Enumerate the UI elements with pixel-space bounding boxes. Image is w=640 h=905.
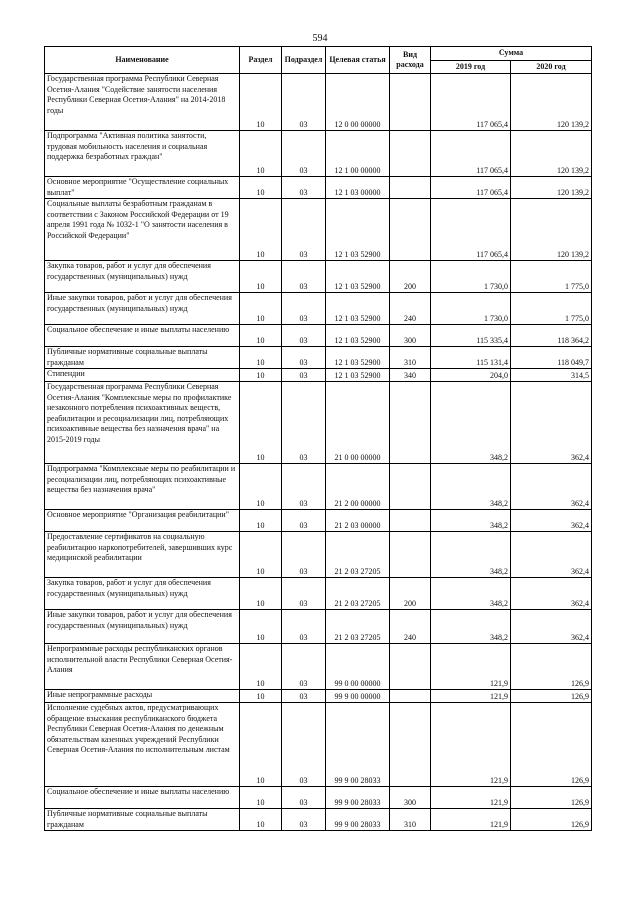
cell-expense-type — [390, 644, 431, 690]
cell-target-article: 12 1 03 52900 — [326, 293, 390, 325]
cell-sum-2019: 348,2 — [431, 464, 511, 510]
cell-section: 10 — [240, 578, 282, 610]
cell-sum-2019: 121,9 — [431, 787, 511, 809]
table-row — [45, 382, 592, 464]
header-sum: Сумма — [431, 47, 592, 61]
cell-section: 10 — [240, 261, 282, 293]
header-target-article: Целевая статья — [326, 47, 390, 74]
cell-section: 10 — [240, 382, 282, 464]
cell-name: Непрограммные расходы республиканских органов исполнительной власти Республики Северная Осетия-Алания — [45, 644, 240, 690]
cell-name: Исполнение судебных актов, предусматривающих обращение взыскания республиканского бюджета Республики Северная Осетия-Алания по денежным обязательствам казенных учреждений Республики Северная Осетия-Алания по исполнительным листам — [45, 703, 240, 787]
cell-expense-type — [390, 199, 431, 261]
cell-subsection: 03 — [282, 293, 326, 325]
table-row — [45, 74, 592, 131]
cell-target-article: 99 0 00 00000 — [326, 644, 390, 690]
cell-sum-2019: 117 065,4 — [431, 199, 511, 261]
cell-sum-2019: 117 065,4 — [431, 177, 511, 199]
cell-target-article: 21 2 03 00000 — [326, 510, 390, 532]
cell-expense-type: 240 — [390, 610, 431, 644]
cell-subsection: 03 — [282, 347, 326, 369]
cell-sum-2019: 348,2 — [431, 382, 511, 464]
header-name: Наименование — [45, 47, 240, 74]
cell-name: Государственная программа Республики Северная Осетия-Алания "Содействие занятости населения Республики Северная Осетия-Алания" на 2014-2018 годы — [45, 74, 240, 131]
header-expense-type: Вид расхода — [390, 47, 431, 74]
cell-subsection: 03 — [282, 325, 326, 347]
cell-section: 10 — [240, 690, 282, 703]
header-year-2020: 2020 год — [511, 60, 592, 74]
budget-table — [44, 46, 592, 831]
cell-expense-type: 240 — [390, 293, 431, 325]
page-number: 594 — [312, 33, 328, 44]
cell-target-article: 21 0 00 00000 — [326, 382, 390, 464]
table-row — [45, 199, 592, 261]
table-row — [45, 347, 592, 369]
cell-sum-2019: 1 730,0 — [431, 261, 511, 293]
table-row — [45, 177, 592, 199]
cell-expense-type — [390, 703, 431, 787]
cell-sum-2019: 348,2 — [431, 510, 511, 532]
cell-expense-type — [390, 177, 431, 199]
cell-section: 10 — [240, 610, 282, 644]
cell-sum-2020: 362,4 — [511, 510, 592, 532]
cell-name: Основное мероприятие "Осуществление социальных выплат" — [45, 177, 240, 199]
cell-target-article: 12 1 03 52900 — [326, 261, 390, 293]
cell-sum-2020: 126,9 — [511, 809, 592, 831]
table-row — [45, 293, 592, 325]
table-row — [45, 532, 592, 578]
cell-name: Публичные нормативные социальные выплаты гражданам — [45, 809, 240, 831]
cell-target-article: 12 1 03 52900 — [326, 369, 390, 382]
cell-section: 10 — [240, 293, 282, 325]
cell-sum-2020: 314,5 — [511, 369, 592, 382]
cell-section: 10 — [240, 510, 282, 532]
cell-subsection: 03 — [282, 644, 326, 690]
cell-section: 10 — [240, 532, 282, 578]
cell-expense-type — [390, 510, 431, 532]
cell-subsection: 03 — [282, 610, 326, 644]
cell-sum-2020: 126,9 — [511, 703, 592, 787]
table-row — [45, 510, 592, 532]
cell-target-article: 21 2 03 27205 — [326, 578, 390, 610]
cell-target-article: 12 1 03 52900 — [326, 199, 390, 261]
cell-expense-type — [390, 690, 431, 703]
cell-name: Стипендии — [45, 369, 240, 382]
cell-sum-2019: 115 335,4 — [431, 325, 511, 347]
cell-subsection: 03 — [282, 532, 326, 578]
cell-name: Государственная программа Республики Северная Осетия-Алания "Комплексные меры по профилактике незаконного потребления психоактивных веществ, реабилитации и ресоциализации лиц, потребляющих психоактивные вещества без назначения врача" на 2015-2019 годы — [45, 382, 240, 464]
cell-sum-2019: 348,2 — [431, 578, 511, 610]
cell-subsection: 03 — [282, 787, 326, 809]
cell-expense-type — [390, 74, 431, 131]
table-row — [45, 131, 592, 177]
cell-sum-2020: 118 364,2 — [511, 325, 592, 347]
cell-section: 10 — [240, 464, 282, 510]
table-row — [45, 703, 592, 787]
header-section: Раздел — [240, 47, 282, 74]
cell-expense-type: 340 — [390, 369, 431, 382]
cell-target-article: 21 2 03 27205 — [326, 532, 390, 578]
table-body — [45, 74, 592, 831]
table-row — [45, 464, 592, 510]
table-row — [45, 787, 592, 809]
cell-sum-2020: 1 775,0 — [511, 293, 592, 325]
cell-sum-2020: 362,4 — [511, 464, 592, 510]
cell-section: 10 — [240, 199, 282, 261]
cell-section: 10 — [240, 177, 282, 199]
table-row — [45, 261, 592, 293]
cell-section: 10 — [240, 644, 282, 690]
cell-name: Социальное обеспечение и иные выплаты населению — [45, 787, 240, 809]
cell-sum-2019: 1 730,0 — [431, 293, 511, 325]
table-row — [45, 578, 592, 610]
cell-sum-2019: 121,9 — [431, 809, 511, 831]
cell-expense-type: 300 — [390, 325, 431, 347]
cell-target-article: 12 1 00 00000 — [326, 131, 390, 177]
cell-section: 10 — [240, 809, 282, 831]
cell-subsection: 03 — [282, 131, 326, 177]
cell-sum-2020: 126,9 — [511, 644, 592, 690]
cell-name: Социальные выплаты безработным гражданам в соответствии с Законом Российской Федерации от 19 апреля 1991 года № 1032-1 "О занятости населения в Российской Федерации" — [45, 199, 240, 261]
cell-sum-2020: 126,9 — [511, 787, 592, 809]
cell-section: 10 — [240, 325, 282, 347]
cell-name: Социальное обеспечение и иные выплаты населению — [45, 325, 240, 347]
cell-expense-type: 310 — [390, 809, 431, 831]
cell-name: Закупка товаров, работ и услуг для обеспечения государственных (муниципальных) нужд — [45, 578, 240, 610]
cell-name: Основное мероприятие "Организация реабилитации" — [45, 510, 240, 532]
cell-section: 10 — [240, 131, 282, 177]
cell-target-article: 99 9 00 28033 — [326, 809, 390, 831]
header-subsection: Подраздел — [282, 47, 326, 74]
cell-section: 10 — [240, 787, 282, 809]
cell-sum-2019: 348,2 — [431, 532, 511, 578]
cell-subsection: 03 — [282, 510, 326, 532]
cell-sum-2020: 120 139,2 — [511, 74, 592, 131]
cell-name: Иные непрограммные расходы — [45, 690, 240, 703]
table-row — [45, 325, 592, 347]
cell-name: Иные закупки товаров, работ и услуг для обеспечения государственных (муниципальных) нужд — [45, 293, 240, 325]
cell-subsection: 03 — [282, 578, 326, 610]
cell-name: Иные закупки товаров, работ и услуг для обеспечения государственных (муниципальных) нужд — [45, 610, 240, 644]
cell-subsection: 03 — [282, 703, 326, 787]
cell-target-article: 12 0 00 00000 — [326, 74, 390, 131]
cell-sum-2019: 204,0 — [431, 369, 511, 382]
cell-sum-2020: 362,4 — [511, 578, 592, 610]
cell-sum-2020: 1 775,0 — [511, 261, 592, 293]
cell-subsection: 03 — [282, 369, 326, 382]
cell-target-article: 12 1 03 52900 — [326, 347, 390, 369]
cell-sum-2020: 120 139,2 — [511, 199, 592, 261]
header-year-2019: 2019 год — [431, 60, 511, 74]
cell-sum-2020: 362,4 — [511, 610, 592, 644]
cell-expense-type — [390, 131, 431, 177]
cell-section: 10 — [240, 74, 282, 131]
cell-sum-2019: 117 065,4 — [431, 131, 511, 177]
cell-target-article: 12 1 03 52900 — [326, 325, 390, 347]
cell-target-article: 21 2 00 00000 — [326, 464, 390, 510]
cell-subsection: 03 — [282, 464, 326, 510]
cell-sum-2020: 118 049,7 — [511, 347, 592, 369]
cell-target-article: 99 9 00 00000 — [326, 690, 390, 703]
table-row — [45, 690, 592, 703]
cell-section: 10 — [240, 369, 282, 382]
table-row — [45, 610, 592, 644]
cell-name: Предоставление сертификатов на социальную реабилитацию наркопотребителей, завершивших курс медицинской реабилитации — [45, 532, 240, 578]
cell-sum-2019: 117 065,4 — [431, 74, 511, 131]
cell-subsection: 03 — [282, 74, 326, 131]
cell-subsection: 03 — [282, 199, 326, 261]
cell-subsection: 03 — [282, 177, 326, 199]
cell-expense-type: 200 — [390, 261, 431, 293]
cell-expense-type: 310 — [390, 347, 431, 369]
cell-sum-2019: 121,9 — [431, 703, 511, 787]
cell-target-article: 99 9 00 28033 — [326, 703, 390, 787]
cell-expense-type — [390, 464, 431, 510]
cell-sum-2019: 348,2 — [431, 610, 511, 644]
cell-sum-2019: 121,9 — [431, 644, 511, 690]
cell-subsection: 03 — [282, 382, 326, 464]
cell-target-article: 99 9 00 28033 — [326, 787, 390, 809]
cell-expense-type: 300 — [390, 787, 431, 809]
table-row — [45, 369, 592, 382]
cell-sum-2020: 362,4 — [511, 382, 592, 464]
cell-name: Закупка товаров, работ и услуг для обеспечения государственных (муниципальных) нужд — [45, 261, 240, 293]
cell-sum-2020: 120 139,2 — [511, 131, 592, 177]
table-row — [45, 809, 592, 831]
cell-name: Подпрограмма "Комплексные меры по реабилитации и ресоциализации лиц, потребляющих психоактивные вещества без назначения врача" — [45, 464, 240, 510]
cell-name: Публичные нормативные социальные выплаты гражданам — [45, 347, 240, 369]
cell-subsection: 03 — [282, 261, 326, 293]
cell-sum-2020: 126,9 — [511, 690, 592, 703]
cell-sum-2019: 121,9 — [431, 690, 511, 703]
cell-expense-type — [390, 382, 431, 464]
cell-name: Подпрограмма "Активная политика занятости, трудовая мобильность населения и социальная поддержка безработных граждан" — [45, 131, 240, 177]
cell-sum-2020: 120 139,2 — [511, 177, 592, 199]
cell-section: 10 — [240, 703, 282, 787]
cell-sum-2020: 362,4 — [511, 532, 592, 578]
cell-subsection: 03 — [282, 809, 326, 831]
cell-expense-type: 200 — [390, 578, 431, 610]
cell-target-article: 21 2 03 27205 — [326, 610, 390, 644]
table-row — [45, 644, 592, 690]
cell-target-article: 12 1 03 00000 — [326, 177, 390, 199]
cell-sum-2019: 115 131,4 — [431, 347, 511, 369]
cell-expense-type — [390, 532, 431, 578]
cell-subsection: 03 — [282, 690, 326, 703]
cell-section: 10 — [240, 347, 282, 369]
